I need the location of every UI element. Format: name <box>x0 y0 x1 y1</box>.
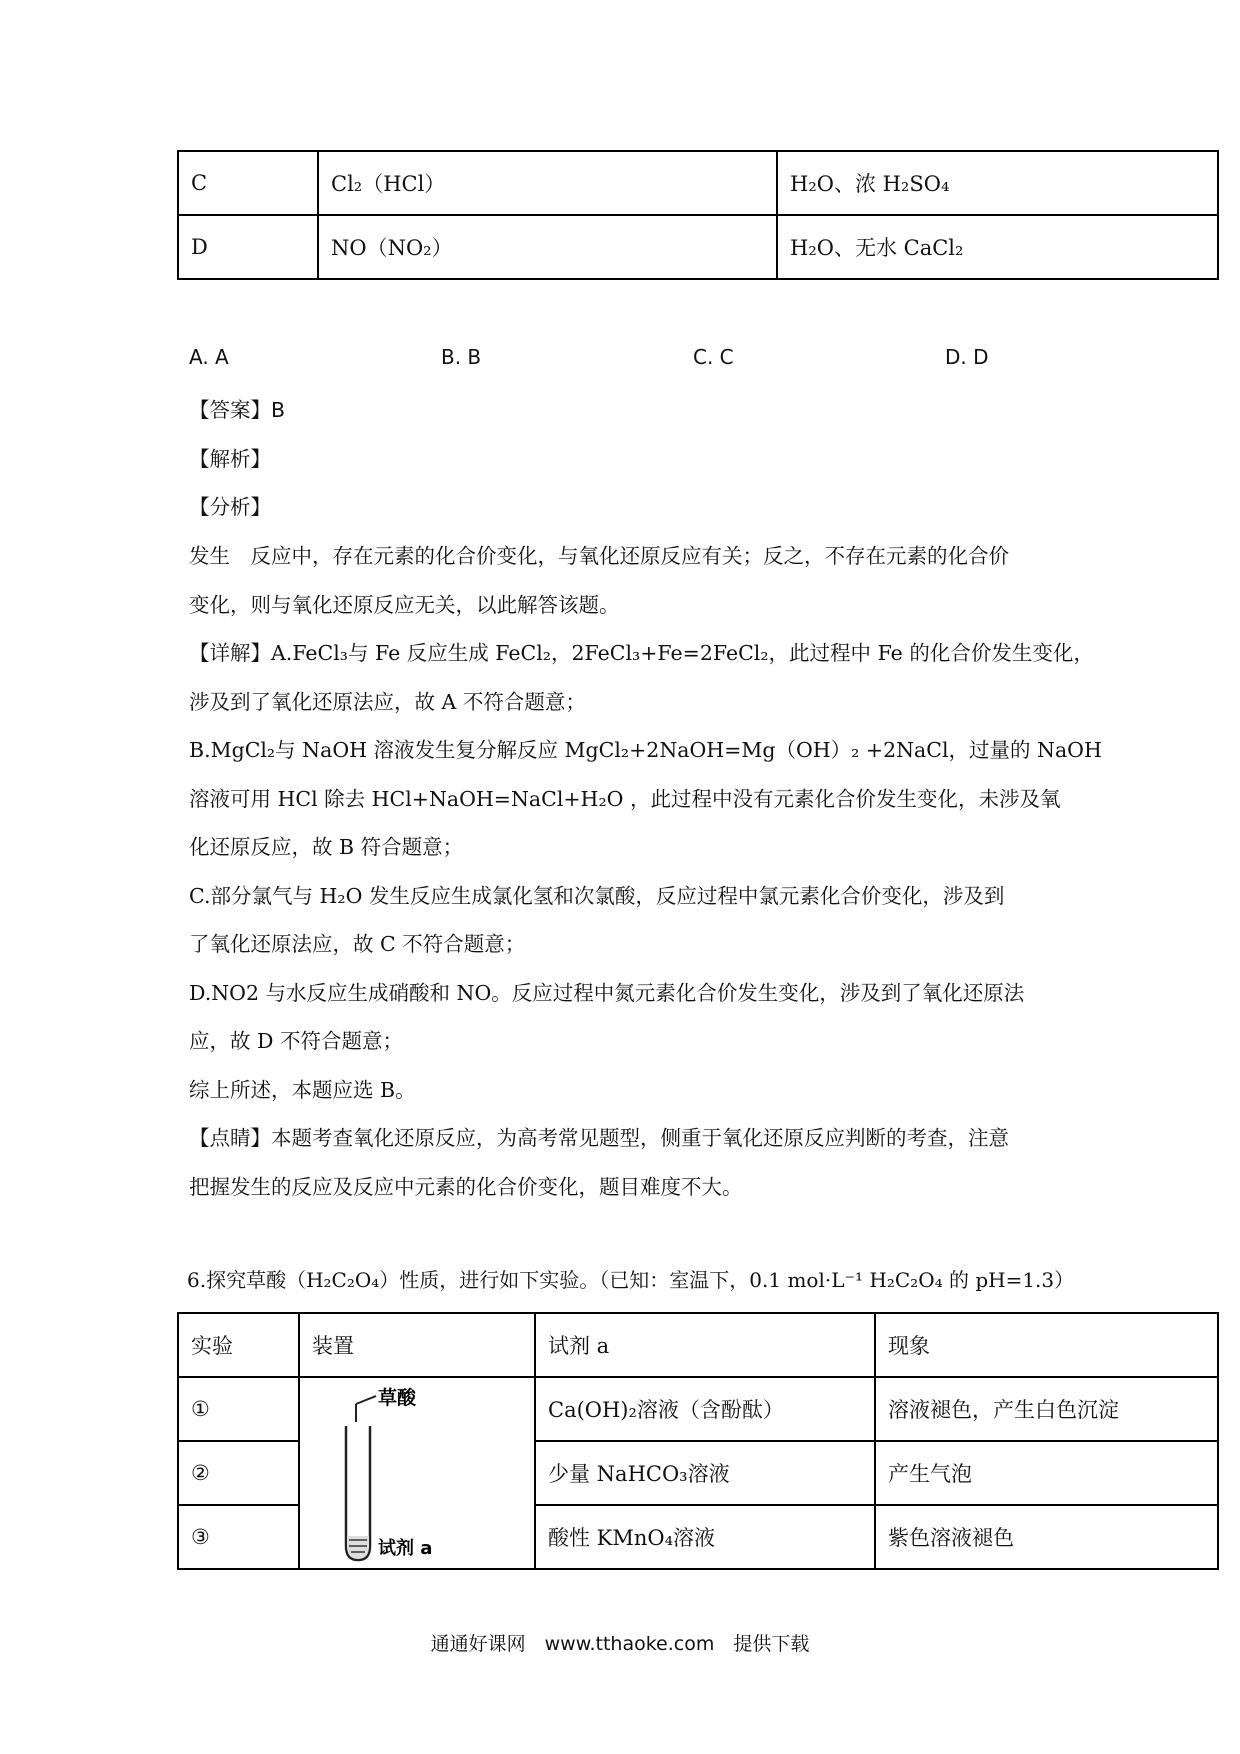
option-d: D. D <box>945 345 989 369</box>
header-experiment: 实验 <box>178 1313 299 1377</box>
impure-substance: Cl₂（HCl） <box>318 151 777 215</box>
experiment-table <box>177 1312 1219 1570</box>
experiment-id: ③ <box>178 1505 299 1569</box>
answer-line: 【答案】B <box>189 398 286 422</box>
detail-line: 应，故 D 不符合题意； <box>189 1029 403 1053</box>
table-row <box>178 1377 1218 1441</box>
detail-line: B.MgCl₂与 NaOH 溶液发生复分解反应 MgCl₂+2NaOH=Mg（OH）₂ +2NaCl，过量的 NaOH <box>189 738 1102 762</box>
phenomenon: 紫色溶液褪色 <box>875 1505 1218 1569</box>
fenxi-line: 发生 反应中，存在元素的化合价变化，与氧化还原反应有关；反之，不存在元素的化合价 <box>189 544 1009 568</box>
detail-line: C.部分氯气与 H₂O 发生反应生成氯化氢和次氯酸，反应过程中氯元素化合价变化，涉及到 <box>189 884 1005 908</box>
detail-line: 综上所述，本题应选 B。 <box>189 1078 416 1102</box>
phenomenon: 产生气泡 <box>875 1441 1218 1505</box>
table-row <box>178 151 1218 215</box>
apparatus-cell <box>299 1377 535 1569</box>
impurity-table <box>177 150 1219 280</box>
fenxi-line: 变化，则与氧化还原反应无关，以此解答该题。 <box>189 593 620 617</box>
header-phenomenon: 现象 <box>875 1313 1218 1377</box>
analysis-heading: 【解析】 <box>189 447 271 471</box>
table-header-row <box>178 1313 1218 1377</box>
reagent: Ca(OH)₂溶液（含酚酞） <box>535 1377 875 1441</box>
detail-line: 溶液可用 HCl 除去 HCl+NaOH=NaCl+H₂O ，此过程中没有元素化合价发生变化，未涉及氧 <box>189 787 1061 811</box>
detail-line: 化还原反应，故 B 符合题意； <box>189 835 464 859</box>
row-label: C <box>178 151 318 215</box>
detail-line: 涉及到了氧化还原法应，故 A 不符合题意； <box>189 690 586 714</box>
row-label: D <box>178 215 318 279</box>
dianjing-line: 把握发生的反应及反应中元素的化合价变化，题目难度不大。 <box>189 1175 743 1199</box>
reagents: H₂O、浓 H₂SO₄ <box>777 151 1218 215</box>
dianjing-line: 【点睛】本题考查氧化还原反应，为高考常见题型，侧重于氧化还原反应判断的考查，注意 <box>189 1126 1009 1150</box>
fenxi-heading: 【分析】 <box>189 495 271 519</box>
experiment-id: ② <box>178 1441 299 1505</box>
apparatus-label-reagent: 试剂 a <box>378 1538 433 1559</box>
phenomenon: 溶液褪色，产生白色沉淀 <box>875 1377 1218 1441</box>
test-tube-diagram <box>318 1384 518 1564</box>
impure-substance: NO（NO₂） <box>318 215 777 279</box>
footer-text: 通通好课网 www.tthaoke.com 提供下载 <box>430 1633 810 1655</box>
reagent: 少量 NaHCO₃溶液 <box>535 1441 875 1505</box>
option-b: B. B <box>441 345 482 369</box>
header-reagent: 试剂 a <box>535 1313 875 1377</box>
detail-line: D.NO2 与水反应生成硝酸和 NO。反应过程中氮元素化合价发生变化，涉及到了氧化还原法 <box>189 981 1025 1005</box>
table-row <box>178 215 1218 279</box>
header-apparatus: 装置 <box>299 1313 535 1377</box>
reagent: 酸性 KMnO₄溶液 <box>535 1505 875 1569</box>
detail-line: 【详解】A.FeCl₃与 Fe 反应生成 FeCl₂，2FeCl₃+Fe=2FeCl₂，此过程中 Fe 的化合价发生变化， <box>189 641 1094 665</box>
reagents: H₂O、无水 CaCl₂ <box>777 215 1218 279</box>
question-6-title: 6.探究草酸（H₂C₂O₄）性质，进行如下实验。（已知：室温下，0.1 mol·L⁻¹ H₂C₂O₄ 的 pH=1.3） <box>187 1268 1075 1292</box>
experiment-id: ① <box>178 1377 299 1441</box>
option-a: A. A <box>189 345 229 369</box>
option-c: C. C <box>693 345 734 369</box>
detail-line: 了氧化还原法应，故 C 不符合题意； <box>189 932 526 956</box>
apparatus-label-oxalic: 草酸 <box>378 1387 417 1409</box>
